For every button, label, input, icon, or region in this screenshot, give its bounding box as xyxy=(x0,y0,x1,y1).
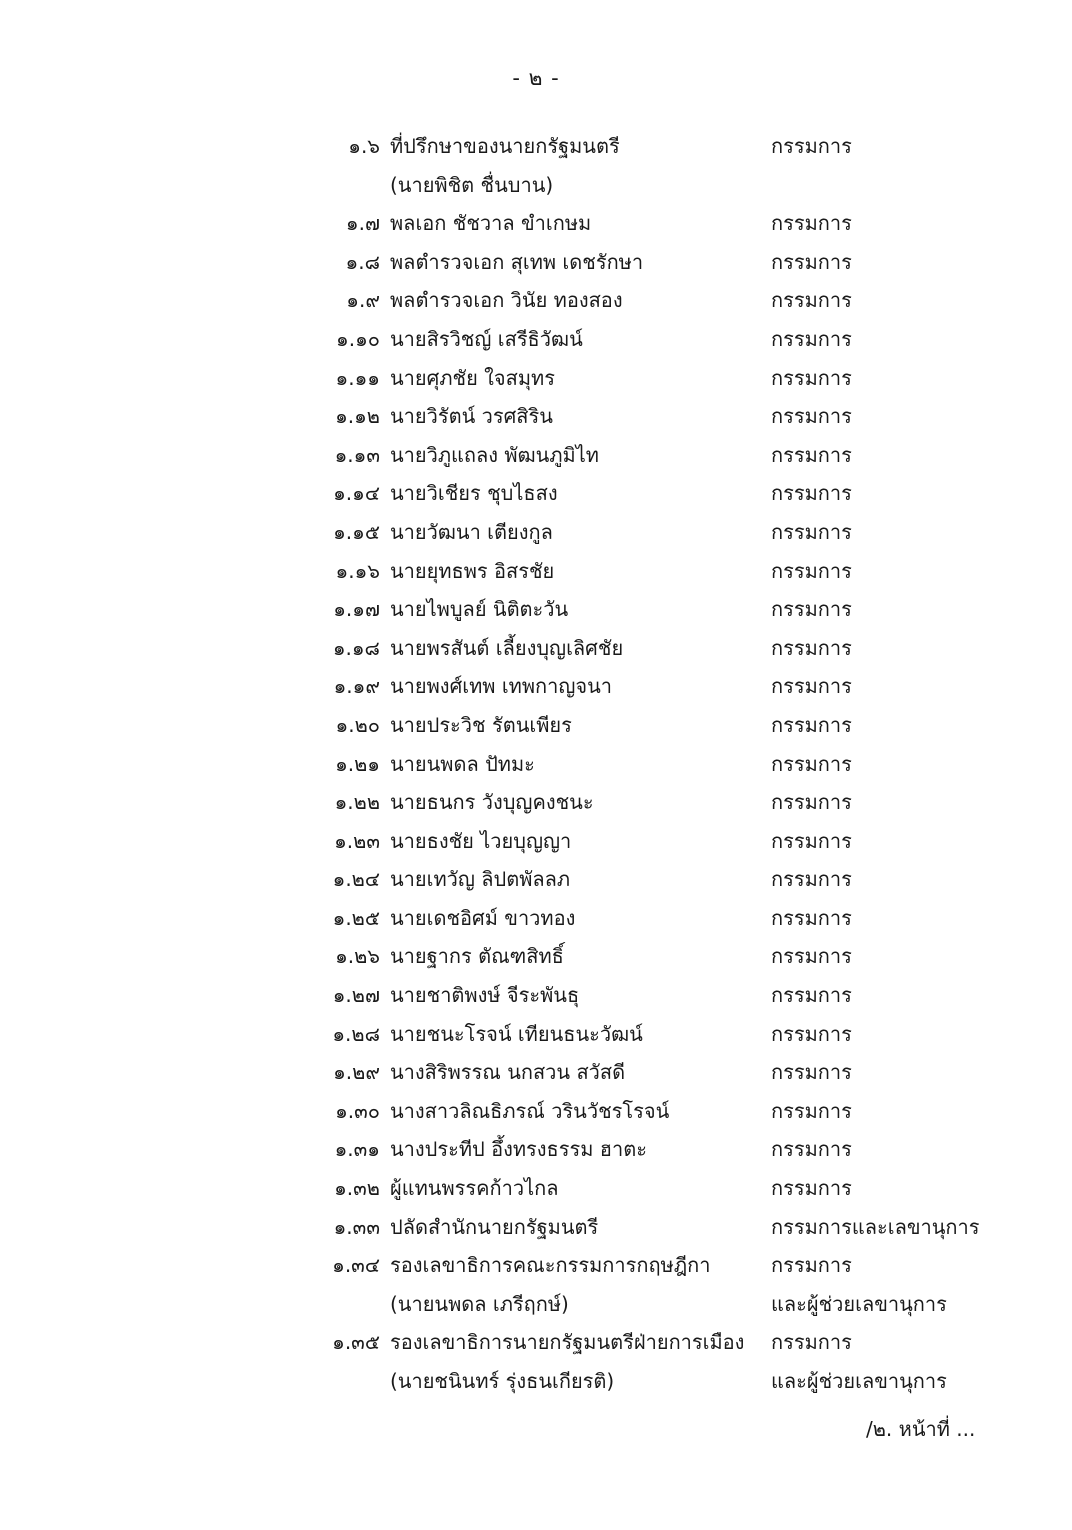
member-name: นายเทวัญ ลิปตพัลลภ xyxy=(390,867,571,892)
item-number: ๑.๓๑ xyxy=(334,1137,380,1162)
member-role: กรรมการ xyxy=(771,905,852,930)
member-name: นางสิริพรรณ นกสวน สวัสดี xyxy=(390,1060,626,1085)
item-number: ๑.๓๐ xyxy=(335,1098,380,1123)
next-page-reference: /๒. หน้าที่ ... xyxy=(866,1417,976,1441)
member-name: นายชนะโรจน์ เทียนธนะวัฒน์ xyxy=(390,1021,643,1046)
member-name: นางประทีป อึ้งทรงธรรม ฮาตะ xyxy=(390,1137,647,1162)
member-name: นายธงชัย ไวยบุญญา xyxy=(390,828,572,853)
list-item xyxy=(0,629,1072,668)
item-number: ๑.๑๕ xyxy=(333,519,380,544)
member-name: นายนพดล ปัทมะ xyxy=(390,751,535,776)
item-number: ๑.๑๐ xyxy=(336,326,380,351)
list-item xyxy=(0,667,1072,706)
item-number: ๑.๒๕ xyxy=(332,905,380,930)
list-item xyxy=(0,397,1072,436)
member-name: นายเดชอิศม์ ขาวทอง xyxy=(390,905,576,930)
member-role: กรรมการ xyxy=(771,674,852,699)
list-item xyxy=(0,436,1072,475)
member-name: ที่ปรึกษาของนายกรัฐมนตรี xyxy=(390,134,620,158)
item-number: ๑.๒๙ xyxy=(333,1060,380,1085)
member-role: กรรมการ xyxy=(771,365,852,390)
list-item xyxy=(0,320,1072,359)
list-item xyxy=(0,359,1072,398)
item-number: ๑.๒๓ xyxy=(334,828,380,853)
member-role: กรรมการ xyxy=(771,983,852,1008)
member-name: นายวัฒนา เตียงกูล xyxy=(390,519,553,544)
item-number: ๑.๑๒ xyxy=(335,404,380,429)
member-role: กรรมการ xyxy=(771,211,852,236)
item-number: ๑.๓๒ xyxy=(334,1176,380,1201)
member-name: รองเลขาธิการคณะกรรมการกฤษฎีกา xyxy=(390,1253,711,1278)
item-number: ๑.๖ xyxy=(348,134,380,158)
member-role: กรรมการ xyxy=(771,1137,852,1162)
member-role: กรรมการ xyxy=(771,1330,852,1355)
member-name: ผู้แทนพรรคก้าวไกล xyxy=(390,1176,559,1201)
list-item xyxy=(0,745,1072,784)
member-role: กรรมการ xyxy=(771,828,852,853)
member-role: กรรมการ xyxy=(771,134,852,158)
member-role: กรรมการ xyxy=(771,326,852,351)
page-number: - ๒ - xyxy=(512,66,560,90)
member-name: ปลัดสำนักนายกรัฐมนตรี xyxy=(390,1214,599,1239)
item-number: ๑.๒๒ xyxy=(334,790,380,815)
item-number: ๑.๑๔ xyxy=(333,481,380,506)
list-item xyxy=(0,822,1072,861)
item-number: ๑.๒๖ xyxy=(335,944,380,969)
item-number: ๑.๑๘ xyxy=(332,635,380,660)
member-name: นางสาวลิณธิภรณ์ วรินวัชรโรจน์ xyxy=(390,1098,670,1123)
list-item xyxy=(0,1208,1072,1247)
member-role: กรรมการ xyxy=(771,519,852,544)
item-number: ๑.๙ xyxy=(346,288,380,313)
list-item xyxy=(0,783,1072,822)
member-name: นายฐากร ตัณฑสิทธิ์ xyxy=(390,944,564,969)
member-role: กรรมการ xyxy=(771,288,852,313)
member-name: พลตำรวจเอก สุเทพ เดชรักษา xyxy=(390,249,644,274)
member-name: (นายพิชิต ชื่นบาน) xyxy=(390,172,554,197)
list-item xyxy=(0,1285,1072,1324)
list-item xyxy=(0,1362,1072,1401)
item-number: ๑.๑๖ xyxy=(335,558,380,583)
list-item xyxy=(0,1323,1072,1362)
member-name: นายวิเชียร ชุบไธสง xyxy=(390,481,558,506)
member-role: กรรมการ xyxy=(771,790,852,815)
list-item xyxy=(0,1015,1072,1054)
list-item xyxy=(0,513,1072,552)
member-name: นายไพบูลย์ นิติตะวัน xyxy=(390,597,569,622)
member-role: กรรมการ xyxy=(771,1021,852,1046)
item-number: ๑.๘ xyxy=(345,249,380,274)
member-role: กรรมการ xyxy=(771,712,852,737)
member-role: กรรมการ xyxy=(771,1098,852,1123)
member-name: นายวิรัตน์ วรศสิริน xyxy=(390,404,553,429)
member-role: กรรมการ xyxy=(771,481,852,506)
member-role: กรรมการ xyxy=(771,558,852,583)
member-name: นายพงศ์เทพ เทพกาญจนา xyxy=(390,674,613,699)
member-role: กรรมการ xyxy=(771,867,852,892)
member-role: กรรมการ xyxy=(771,442,852,467)
committee-list xyxy=(0,127,1072,1401)
list-item xyxy=(0,860,1072,899)
member-name: รองเลขาธิการนายกรัฐมนตรีฝ่ายการเมือง xyxy=(390,1330,745,1355)
list-item xyxy=(0,1246,1072,1285)
member-role: กรรมการ xyxy=(771,635,852,660)
member-name: นายยุทธพร อิสรชัย xyxy=(390,558,555,583)
item-number: ๑.๓๕ xyxy=(332,1330,380,1355)
member-role: กรรมการ xyxy=(771,1060,852,1085)
item-number: ๑.๒๗ xyxy=(332,983,380,1008)
member-name: (นายชนินทร์ รุ่งธนเกียรติ) xyxy=(390,1369,615,1393)
item-number: ๑.๑๙ xyxy=(333,674,380,699)
list-item xyxy=(0,127,1072,166)
member-name: พลตำรวจเอก วินัย ทองสอง xyxy=(390,288,623,313)
item-number: ๑.๑๗ xyxy=(333,597,380,622)
member-role: กรรมการและเลขานุการ xyxy=(771,1214,980,1239)
list-item xyxy=(0,706,1072,745)
list-item xyxy=(0,899,1072,938)
list-item xyxy=(0,1092,1072,1131)
member-name: นายธนกร วังบุญคงชนะ xyxy=(390,790,594,815)
member-role: และผู้ช่วยเลขานุการ xyxy=(771,1291,947,1316)
member-name: นายประวิช รัตนเพียร xyxy=(390,712,572,737)
member-role: กรรมการ xyxy=(771,249,852,274)
list-item xyxy=(0,474,1072,513)
member-name: พลเอก ชัชวาล ขำเกษม xyxy=(390,211,592,236)
item-number: ๑.๒๑ xyxy=(335,751,380,776)
list-item xyxy=(0,1169,1072,1208)
item-number: ๑.๓๔ xyxy=(332,1253,380,1278)
item-number: ๑.๒๐ xyxy=(335,712,380,737)
item-number: ๑.๑๓ xyxy=(334,442,380,467)
member-role: และผู้ช่วยเลขานุการ xyxy=(771,1369,947,1393)
member-role: กรรมการ xyxy=(771,751,852,776)
list-item xyxy=(0,204,1072,243)
item-number: ๑.๒๔ xyxy=(332,867,380,892)
list-item xyxy=(0,281,1072,320)
member-name: (นายนพดล เภรีฤกษ์) xyxy=(390,1291,569,1316)
member-name: นายพรสันต์ เลี้ยงบุญเลิศชัย xyxy=(390,635,624,660)
list-item xyxy=(0,243,1072,282)
list-item xyxy=(0,1053,1072,1092)
member-name: นายวิภูแถลง พัฒนภูมิไท xyxy=(390,442,599,467)
item-number: ๑.๗ xyxy=(345,211,380,236)
member-name: นายชาติพงษ์ จีระพันธุ xyxy=(390,983,580,1008)
list-item xyxy=(0,590,1072,629)
list-item xyxy=(0,166,1072,205)
member-role: กรรมการ xyxy=(771,1176,852,1201)
member-role: กรรมการ xyxy=(771,597,852,622)
list-item xyxy=(0,937,1072,976)
item-number: ๑.๒๘ xyxy=(332,1021,380,1046)
list-item xyxy=(0,552,1072,591)
member-name: นายสิรวิชญ์ เสรีธิวัฒน์ xyxy=(390,326,583,351)
member-role: กรรมการ xyxy=(771,944,852,969)
member-role: กรรมการ xyxy=(771,1253,852,1278)
member-name: นายศุภชัย ใจสมุทร xyxy=(390,365,555,390)
item-number: ๑.๑๑ xyxy=(335,365,380,390)
list-item xyxy=(0,1130,1072,1169)
list-item xyxy=(0,976,1072,1015)
item-number: ๑.๓๓ xyxy=(333,1214,380,1239)
member-role: กรรมการ xyxy=(771,404,852,429)
